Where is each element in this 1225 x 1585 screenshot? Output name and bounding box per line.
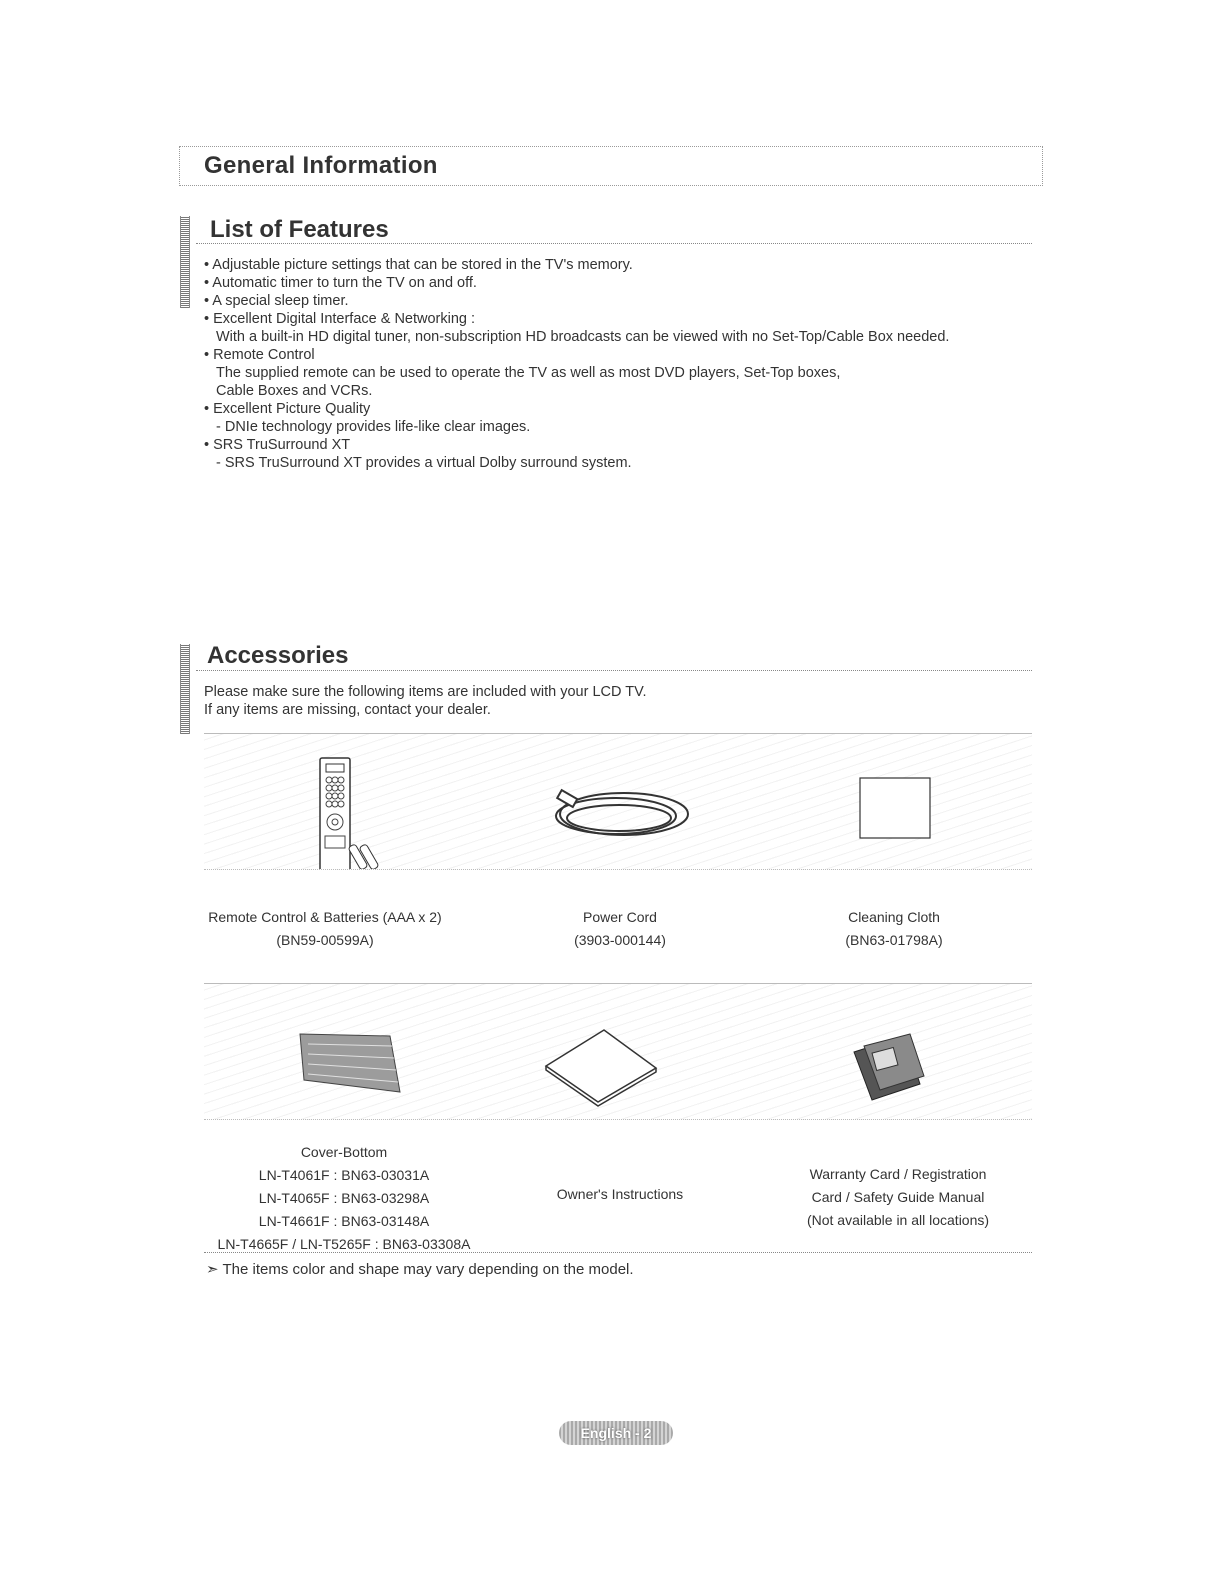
note-text: The items color and shape may vary depending on the model. (222, 1261, 634, 1278)
caption-line: (BN63-01798A) (845, 932, 943, 948)
batteries-icon (348, 844, 379, 869)
accessories-rule (196, 670, 1032, 671)
feature-line: • A special sleep timer. (204, 293, 349, 309)
accessories-title: Accessories (207, 642, 349, 669)
accessory-caption-cleaning-cloth (794, 906, 994, 952)
caption-line: Warranty Card / Registration (809, 1166, 987, 1182)
caption-line: LN-T4661F : BN63-03148A (258, 1213, 430, 1229)
note-arrow-icon: ➣ (206, 1261, 219, 1278)
accessory-caption-owners-instructions (520, 1183, 720, 1206)
accessories-image-panel-1 (204, 733, 1032, 870)
feature-line: • SRS TruSurround XT (204, 437, 351, 453)
feature-line: - DNIe technology provides life-like clear images. (216, 419, 531, 435)
intro-line: Please make sure the following items are included with your LCD TV. (204, 684, 647, 700)
remote-control-icon (320, 758, 350, 869)
manual-icon (546, 1030, 656, 1106)
caption-line: Remote Control & Batteries (AAA x 2) (208, 909, 442, 925)
features-list (204, 256, 949, 472)
chapter-title: General Information (204, 152, 438, 179)
cover-bottom-icon (300, 1034, 400, 1092)
feature-line: The supplied remote can be used to operate the TV as well as most DVD players, Set-Top boxes, (216, 365, 841, 381)
feature-line: • Remote Control (204, 347, 315, 363)
feature-line: Cable Boxes and VCRs. (216, 383, 373, 399)
accessory-caption-power-cord (520, 906, 720, 952)
feature-line: • Excellent Digital Interface & Networking : (204, 311, 476, 327)
caption-line: LN-T4665F / LN-T5265F : BN63-03308A (217, 1236, 471, 1252)
caption-line: (BN59-00599A) (276, 932, 374, 948)
features-title: List of Features (210, 216, 389, 243)
features-side-bar (180, 216, 190, 308)
feature-line: • Automatic timer to turn the TV on and off. (204, 275, 477, 291)
caption-line: Cover-Bottom (300, 1144, 388, 1160)
warranty-card-icon (854, 1034, 924, 1100)
caption-line: Cleaning Cloth (848, 909, 940, 925)
accessory-caption-cover-bottom (196, 1141, 492, 1256)
feature-line: • Adjustable picture settings that can be stored in the TV's memory. (204, 257, 633, 273)
accessory-caption-remote (206, 906, 444, 952)
cleaning-cloth-icon (860, 778, 930, 838)
accessories-image-panel-2 (204, 983, 1032, 1120)
page-number-badge: English - 2 (559, 1421, 673, 1445)
feature-line: With a built-in HD digital tuner, non-subscription HD broadcasts can be viewed with no Set-Top/Cable Box needed. (216, 329, 950, 345)
power-cord-icon (556, 790, 688, 835)
note (206, 1261, 634, 1279)
feature-line: • Excellent Picture Quality (204, 401, 371, 417)
caption-line: (3903-000144) (574, 932, 666, 948)
caption-line: Power Cord (583, 909, 657, 925)
caption-line: Owner's Instructions (556, 1186, 684, 1202)
caption-line: (Not available in all locations) (806, 1212, 990, 1228)
feature-line: - SRS TruSurround XT provides a virtual Dolby surround system. (216, 455, 632, 471)
features-rule (196, 243, 1032, 244)
caption-line: Card / Safety Guide Manual (811, 1189, 985, 1205)
accessories-intro (204, 683, 646, 719)
accessories-side-bar (180, 644, 190, 734)
intro-line: If any items are missing, contact your dealer. (204, 702, 491, 718)
accessories-bottom-rule (204, 1252, 1032, 1253)
caption-line: LN-T4065F : BN63-03298A (258, 1190, 430, 1206)
caption-line: LN-T4061F : BN63-03031A (258, 1167, 430, 1183)
accessory-caption-warranty-card (778, 1163, 1018, 1232)
